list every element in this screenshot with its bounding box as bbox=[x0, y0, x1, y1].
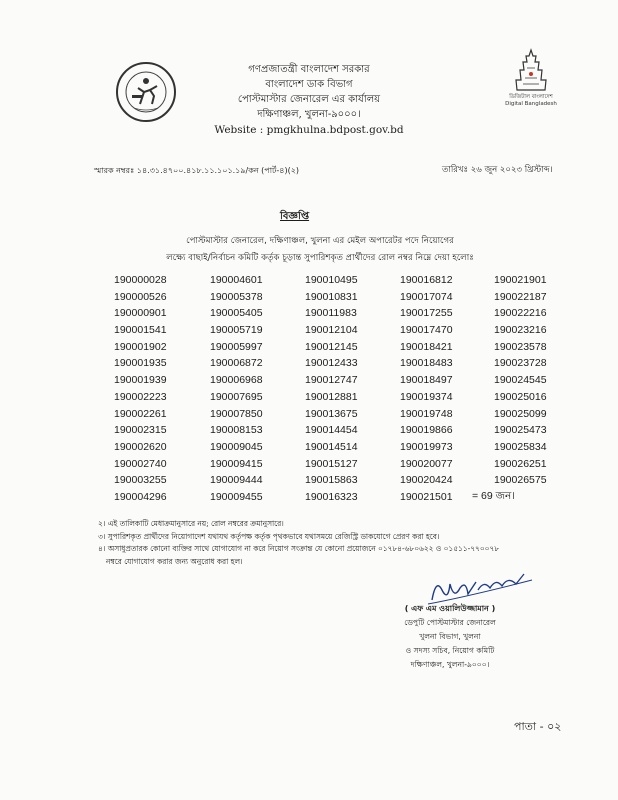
roll-number: 190017074 bbox=[400, 290, 453, 303]
designation-line: দক্ষিণাঞ্চল, খুলনা-৯০০০। bbox=[410, 660, 490, 669]
roll-number: 190023216 bbox=[494, 324, 547, 337]
office-header bbox=[200, 62, 418, 138]
roll-number: 190004601 bbox=[210, 274, 263, 286]
roll-number: 190019748 bbox=[400, 407, 453, 420]
roll-number: 190010495 bbox=[305, 274, 358, 286]
bangladesh-post-emblem-icon bbox=[116, 62, 176, 122]
roll-number: 190007850 bbox=[210, 407, 263, 420]
roll-number: 190017470 bbox=[400, 324, 453, 337]
designation-line: ও সদস্য সচিব, নিয়োগ কমিটি bbox=[405, 646, 495, 655]
roll-number: 190000901 bbox=[114, 307, 167, 320]
roll-number: 190025473 bbox=[494, 424, 547, 437]
roll-number: 190018497 bbox=[400, 374, 453, 387]
roll-number: 190012104 bbox=[305, 324, 358, 337]
roll-number-list bbox=[114, 272, 554, 506]
notice-title: বিজ্ঞপ্তি bbox=[280, 211, 310, 222]
roll-number: 190016323 bbox=[305, 490, 358, 503]
roll-number: 190016812 bbox=[400, 274, 453, 286]
signatory-name: ( এফ এম ওয়ালিউজ্জামান ) bbox=[404, 604, 496, 613]
roll-number: 190006968 bbox=[210, 374, 263, 387]
note-item: ৪। অসাধুপ্রতারক কোনো ব্যক্তির সাথে যোগাযোগ না করে নিয়োগ সংক্রান্ত যে কোনো প্রয়োজনে ০১৭৮৪-৬৮০৬২২ ও ০১৫১১-৭৭০০৭৮ bbox=[98, 544, 500, 553]
roll-number: 190001935 bbox=[114, 357, 167, 370]
roll-number: 190024545 bbox=[494, 374, 547, 387]
roll-number: 190019866 bbox=[400, 424, 453, 437]
notice-intro bbox=[150, 233, 490, 267]
roll-number: 190022187 bbox=[494, 290, 547, 303]
roll-number: 190019973 bbox=[400, 440, 453, 453]
header-line: দক্ষিণাঞ্চল, খুলনা-৯০০০। bbox=[257, 109, 361, 120]
roll-number: 190014454 bbox=[305, 424, 358, 437]
roll-number: 190005378 bbox=[210, 290, 263, 303]
roll-number: 190022216 bbox=[494, 307, 547, 320]
roll-number: 190001939 bbox=[114, 374, 167, 387]
website-link[interactable]: Website : pmgkhulna.bdpost.gov.bd bbox=[214, 124, 404, 136]
roll-number: 190014514 bbox=[305, 440, 358, 453]
roll-number: 190012145 bbox=[305, 340, 358, 353]
roll-number: 190025099 bbox=[494, 407, 547, 420]
roll-number: 190017255 bbox=[400, 307, 453, 320]
roll-number: 190002261 bbox=[114, 407, 167, 420]
roll-number: 190018483 bbox=[400, 357, 453, 370]
page-number: পাতা - ০২ bbox=[514, 720, 562, 733]
intro-line: পোস্টমাস্টার জেনারেল, দক্ষিণাঞ্চল, খুলনা এর মেইল অপারেটর পদে নিয়োগের bbox=[186, 236, 454, 246]
note-item: ৩। সুপারিশকৃত প্রার্থীদের নিয়োগাদেশ যথাযথ কর্তৃপক্ষ কর্তৃক পৃথকভাবে যথাসময়ে রেজিস্ট্রি ডাকযোগে প্রেরণ করা হবে। bbox=[98, 531, 440, 541]
roll-number: 190009415 bbox=[210, 457, 263, 470]
roll-number: 190025016 bbox=[494, 390, 547, 403]
roll-number: 190002620 bbox=[114, 440, 167, 453]
roll-number: 190021901 bbox=[494, 274, 547, 286]
roll-number: 190002740 bbox=[114, 457, 167, 470]
roll-number: 190009455 bbox=[210, 490, 263, 503]
roll-number: 190019374 bbox=[400, 390, 453, 403]
roll-number: 190013675 bbox=[305, 407, 358, 420]
header-line: বাংলাদেশ ডাক বিভাগ bbox=[265, 79, 353, 90]
logo-caption-en: Digital Bangladesh bbox=[505, 101, 557, 107]
roll-number: 190023578 bbox=[494, 340, 547, 353]
note-item: নম্বরে যোগাযোগ করার জন্য অনুরোধ করা হল। bbox=[106, 556, 243, 566]
roll-number: 190004296 bbox=[114, 490, 167, 503]
total-count: = 69 জন। bbox=[472, 490, 516, 502]
roll-number: 190011983 bbox=[305, 307, 357, 320]
designation-line: ডেপুটি পোস্টমাস্টার জেনারেল bbox=[404, 618, 496, 627]
roll-number: 190007695 bbox=[210, 390, 263, 403]
roll-number: 190023728 bbox=[494, 357, 547, 370]
roll-number: 190002223 bbox=[114, 390, 167, 403]
digital-bangladesh-logo bbox=[496, 48, 566, 114]
roll-number: 190005719 bbox=[210, 324, 263, 337]
roll-number: 190002315 bbox=[114, 424, 167, 437]
roll-number: 190026251 bbox=[494, 457, 547, 470]
roll-number: 190003255 bbox=[114, 474, 167, 487]
designation-line: খুলনা বিভাগ, খুলনা bbox=[419, 632, 481, 641]
roll-number: 190015127 bbox=[305, 457, 358, 470]
roll-number: 190020424 bbox=[400, 474, 453, 487]
roll-number: 190015863 bbox=[305, 474, 358, 487]
roll-number: 190009444 bbox=[210, 474, 263, 487]
roll-number: 190012747 bbox=[305, 374, 358, 387]
roll-number: 190025834 bbox=[494, 440, 547, 453]
roll-number: 190010831 bbox=[305, 290, 358, 303]
roll-number: 190009045 bbox=[210, 440, 263, 453]
roll-number: 190021501 bbox=[400, 490, 453, 503]
roll-number: 190008153 bbox=[210, 424, 263, 437]
roll-number: 190001541 bbox=[114, 324, 167, 337]
logo-caption-bn: ডিজিটাল বাংলাদেশ bbox=[509, 94, 553, 100]
digital-bangladesh-icon bbox=[511, 48, 551, 94]
memo-number: স্মারক নম্বরঃ ১৪.৩১.৪৭০০.৪১৮.১১.১০১.১৯/কন (পার্ট-৪)(২) bbox=[94, 166, 300, 175]
signature-block bbox=[370, 602, 530, 672]
header-line: গণপ্রজাতন্ত্রী বাংলাদেশ সরকার bbox=[248, 64, 370, 75]
intro-line: লক্ষ্যে বাছাই/নির্বাচন কমিটি কর্তৃক চূড়ান্ত সুপারিশকৃত প্রার্থীদের রোল নম্বর নিম্নে দেয়া হলোঃ bbox=[166, 253, 474, 263]
roll-number: 190012433 bbox=[305, 357, 358, 370]
roll-number: 190005405 bbox=[210, 307, 263, 320]
memo-date: তারিখঃ ২৬ জুন ২০২৩ খ্রিস্টাব্দ। bbox=[442, 165, 553, 175]
roll-number: 190005997 bbox=[210, 340, 263, 353]
roll-number: 190001902 bbox=[114, 340, 167, 353]
roll-number: 190012881 bbox=[305, 390, 358, 403]
header-line: পোস্টমাস্টার জেনারেল এর কার্যালয় bbox=[237, 94, 381, 105]
roll-number: 190026575 bbox=[494, 474, 547, 487]
roll-number: 190000028 bbox=[114, 274, 167, 286]
roll-number: 190006872 bbox=[210, 357, 263, 370]
roll-number: 190018421 bbox=[400, 340, 453, 353]
note-item: ২। এই তালিকাটি মেধাক্রমানুসারে নয়; রোল নম্বরের ক্রমানুসারে। bbox=[98, 519, 284, 528]
roll-number: 190000526 bbox=[114, 290, 167, 303]
roll-number: 190020077 bbox=[400, 457, 453, 470]
